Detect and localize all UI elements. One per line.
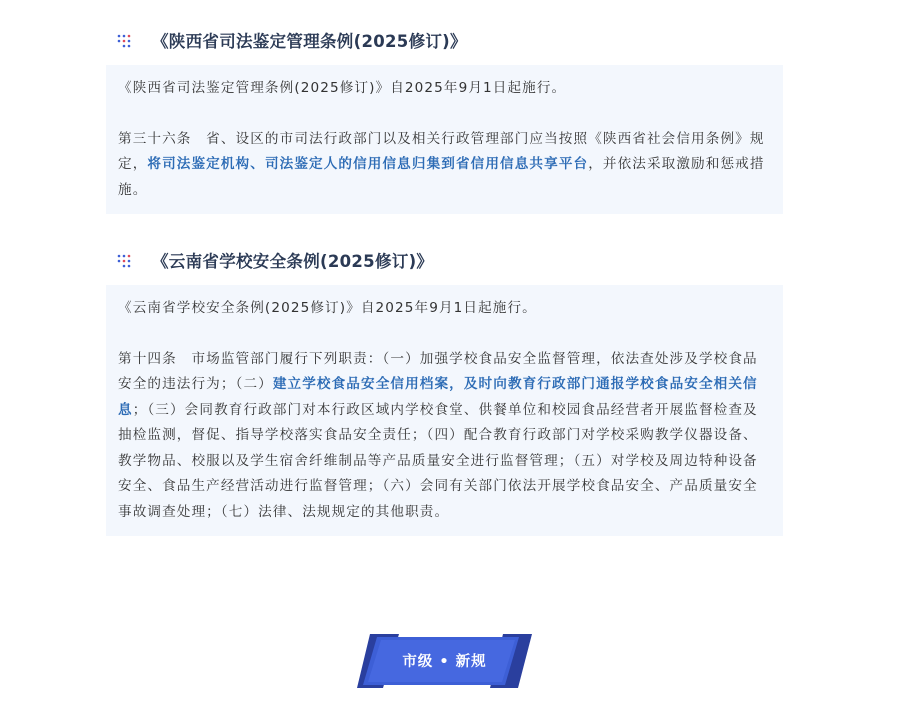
effective-date-text: 《陕西省司法鉴定管理条例(2025修订)》自2025年9月1日起施行。 [118,80,567,96]
article-highlight: 建立学校食品安全信用档案，及时向教育行政部门通报学校食品安全相关信息 [118,376,758,418]
article-text [118,127,771,204]
article-text-after: ；（三）会同教育行政部门对本行政区域内学校食堂、供餐单位和校园食品经营者开展监督检查及抽检监测，督促、指导学校落实食品安全责任；（四）配合教育行政部门对学校采购教学仪器设备、教学物品、校服以及学生宿舍纤维制品等产品质量安全进行监督管理；（五）对学校及周边特种设备安全、食品生产经营活动进行监督管理；（六）会同有关部门依法开展学校食品安全、产品质量安全事故调查处理；（七）法律、法规规定的其他职责。 [118,401,758,520]
category-banner [357,632,532,690]
effective-date-text: 《云南省学校安全条例(2025修订)》自2025年9月1日起施行。 [118,300,537,316]
regulation-card [106,285,783,536]
article-text-before: 第三十六条 省、设区的市司法行政部门以及相关行政管理部门应当按照《陕西省社会信用条例》规定， [118,130,765,172]
article-highlight: 将司法鉴定机构、司法鉴定人的信用信息归集到省信用信息共享平台 [147,156,589,172]
dot-grid-icon [117,33,133,49]
article-text-before: 第十四条 市场监管部门履行下列职责：（一）加强学校食品安全监督管理，依法查处涉及学校食品安全的违法行为；（二） [118,350,758,392]
section-header [106,242,783,278]
section-shaanxi [106,22,783,214]
article-text [118,347,771,526]
regulation-card [106,65,783,214]
section-header [106,22,783,58]
section-title: 《云南省学校安全条例(2025修订)》 [152,252,434,271]
section-yunnan [106,242,783,536]
article-text-after: ，并依法采取激励和惩戒措施。 [118,156,765,198]
dot-grid-icon [117,253,133,269]
banner-label: 市级 • 新规 [402,654,487,670]
section-title: 《陕西省司法鉴定管理条例(2025修订)》 [152,32,467,51]
